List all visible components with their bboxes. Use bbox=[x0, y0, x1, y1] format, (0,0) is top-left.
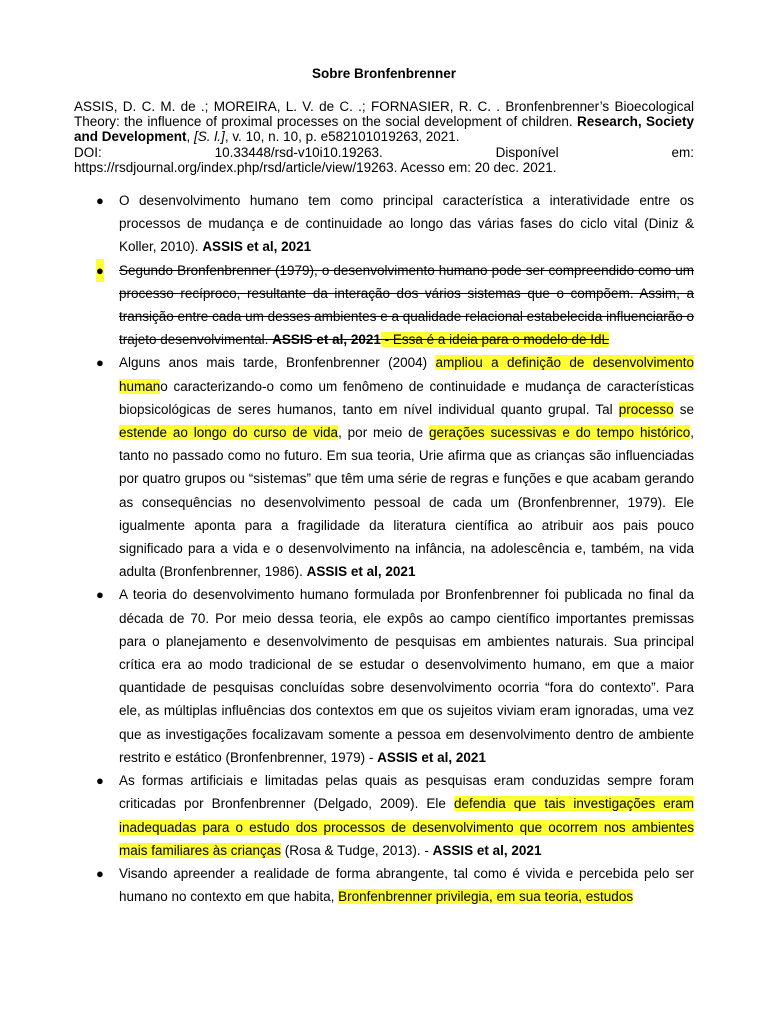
list-item-struck bbox=[74, 259, 694, 352]
bullet-icon: ● bbox=[96, 587, 104, 603]
list-item bbox=[74, 189, 694, 259]
item-citation: ASSIS et al, 2021 bbox=[377, 749, 486, 765]
reference-volume: , v. 10, n. 10, p. e582101019263, 2021. bbox=[224, 129, 460, 145]
reference-sep: , bbox=[186, 129, 195, 145]
list-item bbox=[74, 583, 694, 769]
item-text: , tanto no passado como no futuro. Em sua teoria, Urie afirma que as crianças são influenciadas por quatro grupos ou “sistemas” que têm uma série de regras e funções e que acabam gerando as consequências no desenvolvimento pessoal de cada um (Bronfenbrenner, 1979). Ele igualmente aponta para a fragilidade da literatura científica ao atribuir aos pais pouco significado para a vida e o desenvolvimento na infância, na adolescência e, também, na vida adulta (Bronfenbrenner, 1986). bbox=[119, 425, 694, 580]
item-highlight: processo bbox=[618, 401, 674, 417]
item-highlight: defendia que tais investigações eram inadequadas para o estudo dos processos de desenvolvimento que ocorrem nos ambientes mais familiares às crianças bbox=[119, 796, 694, 858]
item-text: Segundo Bronfenbrenner (1979), o desenvolvimento humano pode ser compreendido como um processo recíproco, resultante da interação dos vários sistemas que o compõem. Assim, a transição entre cada um desses ambientes e a qualidade relacional estabelecida influenciarão o trajeto desenvolvimental. bbox=[119, 262, 694, 348]
reference-em: em: bbox=[671, 144, 694, 160]
reference-doi-line bbox=[74, 145, 694, 160]
list-item bbox=[74, 862, 694, 908]
item-highlight: estende ao longo do curso de vida bbox=[119, 425, 339, 441]
reference-block bbox=[74, 99, 694, 175]
bullet-icon: ● bbox=[96, 193, 104, 209]
item-note: - Essa é a ideia para o modelo de IdL bbox=[380, 332, 610, 348]
reference-disp: Disponível bbox=[495, 144, 559, 160]
reference-doi-label: DOI: bbox=[74, 144, 102, 160]
reference-url-line: https://rsdjournal.org/index.php/rsd/article/view/19263. Acesso em: 20 dec. 2021. bbox=[74, 159, 557, 175]
bullet-icon: ● bbox=[96, 865, 104, 881]
bullet-list bbox=[74, 189, 694, 908]
item-text: Alguns anos mais tarde, Bronfenbrenner (2004) bbox=[119, 355, 436, 371]
item-highlight: gerações sucessivas e do tempo histórico bbox=[429, 425, 691, 441]
bullet-icon: ● bbox=[96, 773, 104, 789]
page-title: Sobre Bronfenbrenner bbox=[311, 66, 457, 81]
list-item bbox=[74, 351, 694, 583]
item-text: se bbox=[673, 401, 694, 417]
reference-journal: Research, Society and Development bbox=[74, 114, 694, 145]
bullet-icon: ● bbox=[96, 259, 104, 282]
item-text: , por meio de bbox=[338, 425, 430, 441]
item-text: (Rosa & Tudge, 2013). - bbox=[281, 842, 433, 858]
list-item bbox=[74, 769, 694, 862]
reference-doi-value: 10.33448/rsd-v10i10.19263. bbox=[214, 144, 383, 160]
item-citation: ASSIS et al, 2021 bbox=[432, 842, 542, 858]
item-text: As formas artificiais e limitadas pelas quais as pesquisas eram conduzidas sempre foram criticadas por Bronfenbrenner (Delgado, 2009). Ele bbox=[119, 773, 694, 812]
item-text: o caracterizando-o como um fenômeno de continuidade e mudança de características biopsicológicas de seres humanos, tanto em nível individual quanto grupal. Tal bbox=[119, 378, 694, 417]
reference-sl: [S. l.] bbox=[194, 129, 225, 145]
item-citation: ASSIS et al, 2021 bbox=[306, 564, 416, 580]
item-text: A teoria do desenvolvimento humano formulada por Bronfenbrenner foi publicada no final da década de 70. Por meio dessa teoria, ele expôs ao campo científico importantes premissas para o planejamento e desenvolvimento de pesquisas em ambientes naturais. Sua principal crítica era ao modo tradicional de se estudar o desenvolvimento humano, em que a maior quantidade de pesquisas concluídas sobre desenvolvimento ocorria “fora do contexto”. Para ele, as múltiplas influências dos contextos em que os sujeitos viviam eram ignoradas, uma vez que as investigações focalizavam somente a pessoa em desenvolvimento dentro de ambiente restrito e estático (Bronfenbrenner, 1979) - bbox=[119, 587, 694, 765]
item-highlight: ampliou a definição de desenvolvimento human bbox=[119, 355, 695, 394]
item-highlight: Bronfenbrenner privilegia, em sua teoria, estudos bbox=[338, 889, 634, 905]
bullet-icon: ● bbox=[96, 355, 104, 371]
item-text: Visando apreender a realidade de forma abrangente, tal como é vivida e percebida pelo ser humano no contexto em que habita, bbox=[119, 865, 694, 905]
reference-text: ASSIS, D. C. M. de .; MOREIRA, L. V. de C. .; FORNASIER, R. C. . Bronfenbrenner’s Bioecological Theory: the influence of proximal processes on the social development of children. bbox=[74, 99, 694, 130]
item-citation: ASSIS et al, 2021 bbox=[202, 239, 312, 255]
item-citation: ASSIS et al, 2021 bbox=[272, 332, 381, 348]
item-text: O desenvolvimento humano tem como principal característica a interatividade entre os processos de mudança e de continuidade ao longo das várias fases do ciclo vital (Diniz & Koller, 2010). bbox=[119, 193, 694, 255]
